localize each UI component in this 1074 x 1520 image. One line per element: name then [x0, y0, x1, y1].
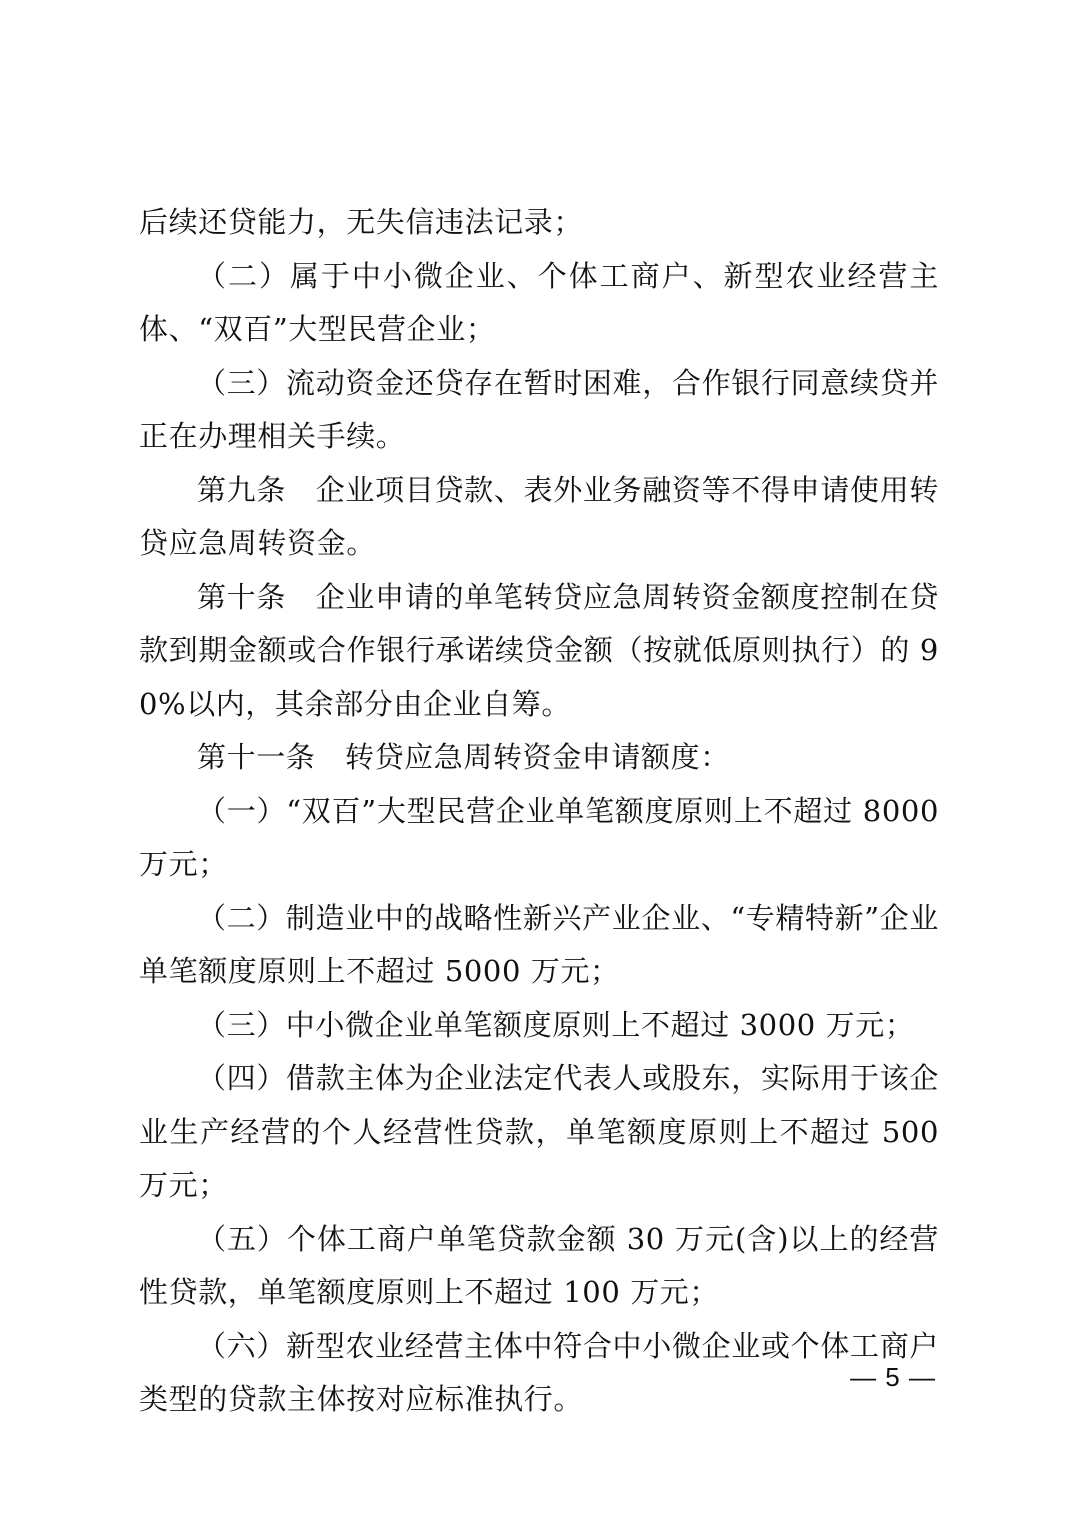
page-number: — 5 —: [850, 1362, 936, 1392]
paragraph-item-2: （二）属于中小微企业、个体工商户、新型农业经营主体、“双百”大型民营企业；: [139, 258, 939, 346]
paragraph-continuation: 后续还贷能力，无失信违法记录；: [139, 205, 584, 239]
article-11-item-5: （五）个体工商户单笔贷款金额 30 万元(含)以上的经营性贷款，单笔额度原则上不超过 100 万元；: [139, 1221, 939, 1309]
article-10: 第十条 企业申请的单笔转贷应急周转资金额度控制在贷款到期金额或合作银行承诺续贷金额（按就低原则执行）的 90%以内，其余部分由企业自筹。: [139, 579, 939, 721]
article-11-item-1: （一）“双百”大型民营企业单笔额度原则上不超过 8000 万元；: [139, 793, 939, 881]
article-11-item-6: （六）新型农业经营主体中符合中小微企业或个体工商户类型的贷款主体按对应标准执行。: [139, 1328, 939, 1416]
document-body: [139, 196, 939, 1427]
article-11-item-4: （四）借款主体为企业法定代表人或股东，实际用于该企业生产经营的个人经营性贷款，单笔额度原则上不超过 500 万元；: [139, 1061, 939, 1202]
article-9: 第九条 企业项目贷款、表外业务融资等不得申请使用转贷应急周转资金。: [139, 472, 939, 560]
article-11: 第十一条 转贷应急周转资金申请额度：: [197, 740, 730, 774]
article-11-item-2: （二）制造业中的战略性新兴产业企业、“专精特新”企业单笔额度原则上不超过 5000 万元；: [139, 900, 939, 988]
paragraph-item-3: （三）流动资金还贷存在暂时困难，合作银行同意续贷并正在办理相关手续。: [139, 365, 939, 453]
article-11-item-3: （三）中小微企业单笔额度原则上不超过 3000 万元；: [197, 1007, 915, 1042]
